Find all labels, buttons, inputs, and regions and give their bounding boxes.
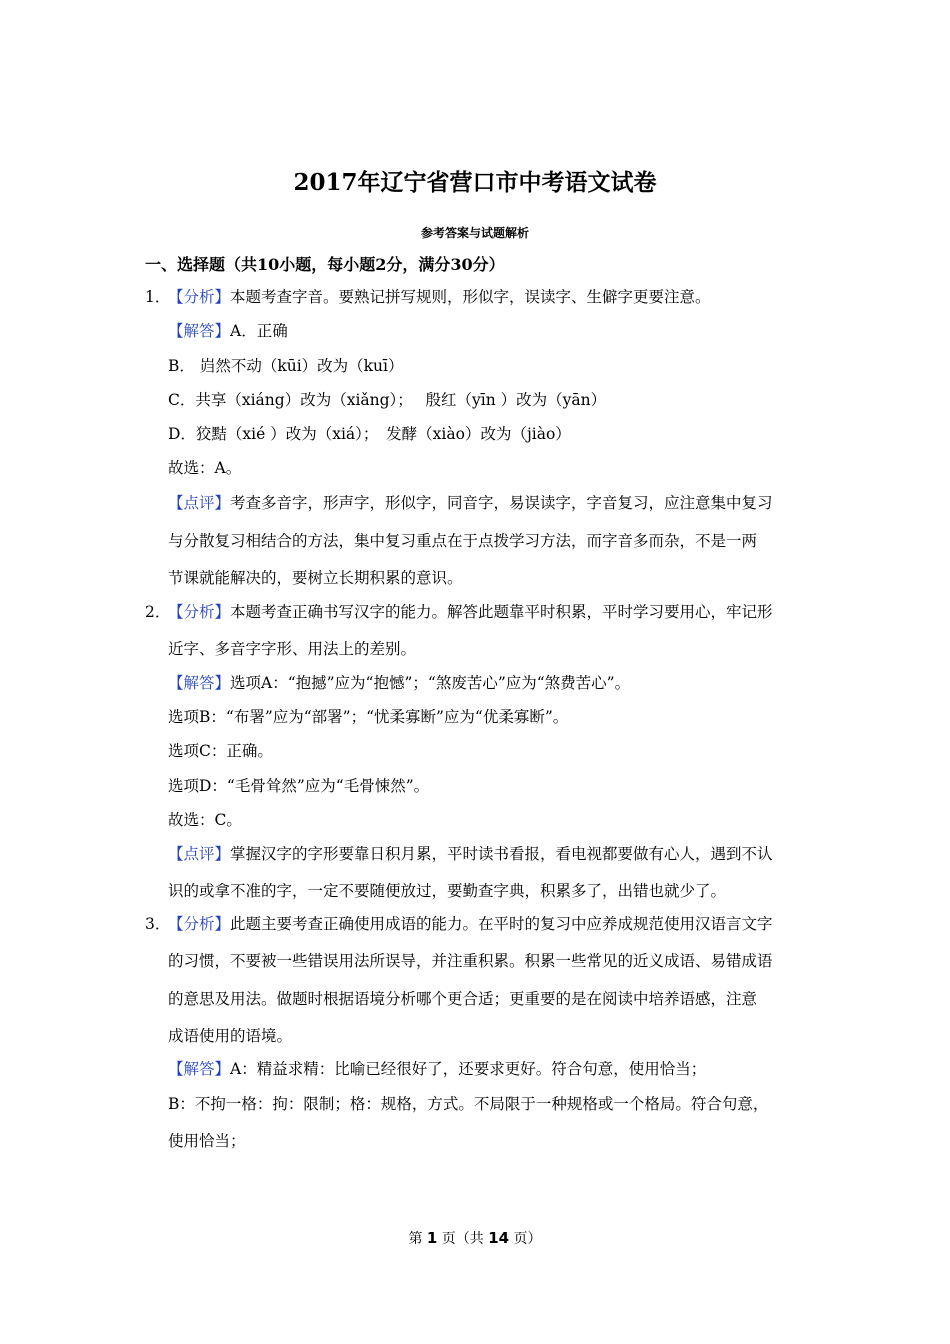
page-footer: 第 1 页（共 14 页）	[408, 1229, 542, 1247]
q1-option-b: B． 岿然不动（kūi）改为（kuī）	[168, 357, 404, 375]
answer-tag: 【解答】	[168, 322, 231, 340]
q2-option-b: 选项B：“布署”应为“部署”；“忧柔寡断”应为“优柔寡断”。	[168, 708, 569, 726]
q1-option-c: C．共享（xiáng）改为（xiǎng）； 殷红（yīn ）改为（yān）	[168, 391, 607, 409]
page-total: 14	[488, 1229, 510, 1247]
q2-comment-line: 【点评】掌握汉字的字形要靠日积月累，平时读书看报，看电视都要做有心人，遇到不认	[168, 845, 773, 863]
q2-analysis-line: 近字、多音字字形、用法上的差别。	[168, 640, 417, 658]
q2-conclusion: 故选：C。	[168, 811, 242, 829]
question-number: 1．	[145, 288, 171, 306]
q1-answer-line: 【解答】A．正确	[168, 322, 288, 340]
q3-option-b: B：不拘一格：拘：限制；格：规格，方式。不局限于一种规格或一个格局。符合句意，	[168, 1095, 769, 1113]
q3-option-b: 使用恰当；	[168, 1132, 246, 1150]
q3-analysis-line: 成语使用的语境。	[168, 1027, 293, 1045]
analysis-tag: 【分析】	[168, 288, 231, 306]
q1-analysis-line: 【分析】本题考查字音。要熟记拼写规则，形似字，误读字、生僻字更要注意。	[168, 288, 711, 306]
question-number: 2．	[145, 603, 171, 621]
comment-tag: 【点评】	[168, 845, 231, 863]
q3-analysis-line: 的意思及用法。做题时根据语境分析哪个更合适；更重要的是在阅读中培养语感，注意	[168, 990, 758, 1008]
page-number: 1	[426, 1229, 438, 1247]
q2-comment-line: 识的或拿不准的字，一定不要随便放过，要勤查字典，积累多了，出错也就少了。	[168, 882, 727, 900]
analysis-tag: 【分析】	[168, 603, 231, 621]
q2-analysis-line: 【分析】本题考查正确书写汉字的能力。解答此题靠平时积累，平时学习要用心，牢记形	[168, 603, 773, 621]
page-subtitle: 参考答案与试题解析	[420, 226, 529, 240]
page-title: 2017年辽宁省营口市中考语文试卷	[293, 169, 657, 196]
answer-tag: 【解答】	[168, 1060, 231, 1078]
question-number: 3．	[145, 915, 171, 933]
q2-option-d: 选项D：“毛骨耸然”应为“毛骨悚然”。	[168, 777, 430, 795]
q1-comment-line: 【点评】考查多音字，形声字，形似字，同音字，易误读字，字音复习，应注意集中复习	[168, 494, 773, 512]
q3-analysis-line: 的习惯，不要被一些错误用法所误导，并注重积累。积累一些常见的近义成语、易错成语	[168, 952, 773, 970]
q3-answer-line: 【解答】A：精益求精：比喻已经很好了，还要求更好。符合句意，使用恰当；	[168, 1060, 707, 1078]
q3-analysis-line: 【分析】此题主要考查正确使用成语的能力。在平时的复习中应养成规范使用汉语言文字	[168, 915, 773, 933]
answer-tag: 【解答】	[168, 674, 231, 692]
q1-option-d: D．狡黠（xié ）改为（xiá）； 发酵（xiào）改为（jiào）	[168, 425, 571, 443]
comment-tag: 【点评】	[168, 494, 231, 512]
q1-comment-line: 节课就能解决的，要树立长期积累的意识。	[168, 569, 463, 587]
q2-option-c: 选项C：正确。	[168, 742, 273, 760]
q1-comment-line: 与分散复习相结合的方法，集中复习重点在于点拨学习方法，而字音多而杂，不是一两	[168, 532, 758, 550]
q1-conclusion: 故选：A。	[168, 459, 242, 477]
section-heading: 一、选择题（共10小题，每小题2分，满分30分）	[145, 255, 505, 274]
q2-answer-line: 【解答】选项A：“抱撼”应为“抱憾”；“煞废苦心”应为“煞费苦心”。	[168, 674, 631, 692]
analysis-tag: 【分析】	[168, 915, 231, 933]
